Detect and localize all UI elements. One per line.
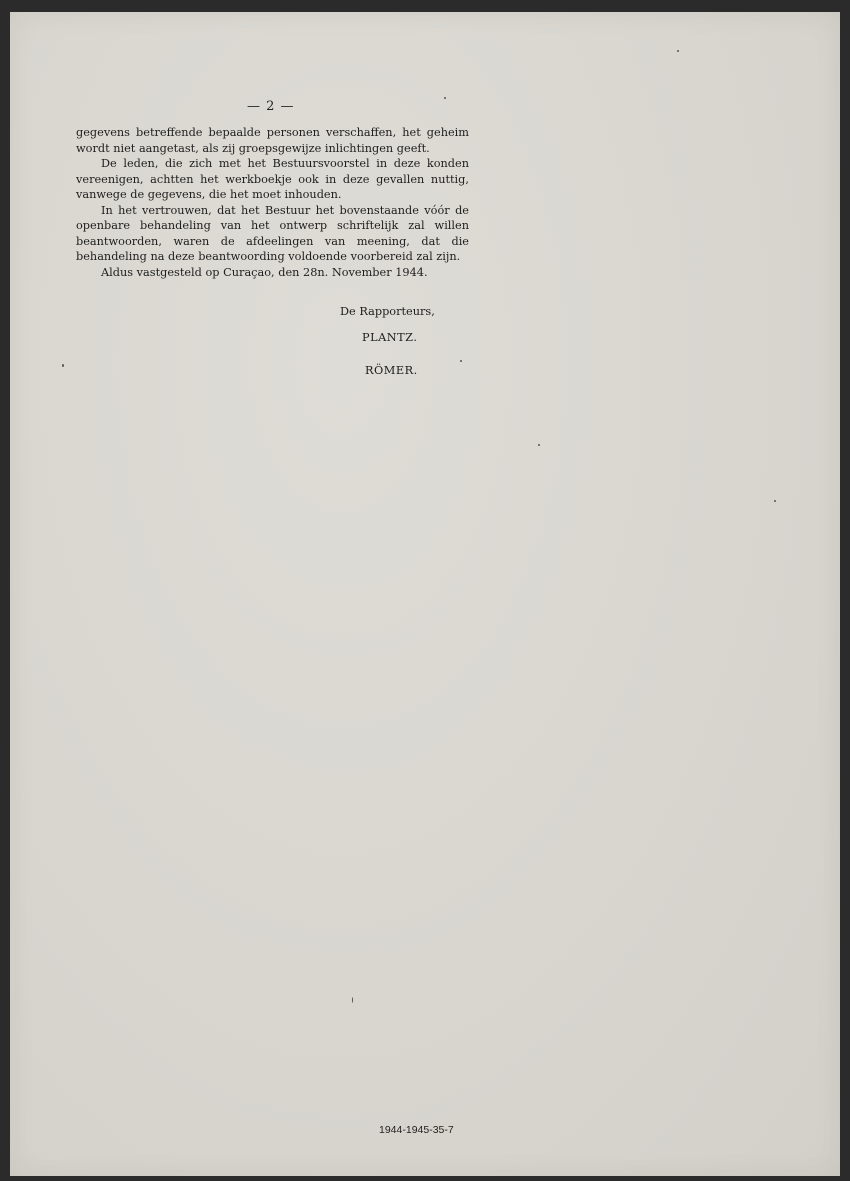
paragraph: In het vertrouwen, dat het Bestuur het bovenstaande vóór de openbare behandeling van het ontwerp schriftelijk zal willen beantwoorden, waren de afdeelingen van meening, dat die behandeling na deze beantwoording voldoende voorbereid zal zijn. [76,203,469,263]
paragraph: De leden, die zich met het Bestuursvoorstel in deze konden vereenigen, achtten het werkboekje ook in deze gevallen nuttig, vanwege de gegevens, die het moet inhouden. [76,157,469,201]
signatory-name: PLANTZ. [362,331,418,344]
body-text [76,125,469,280]
paper-speck [352,997,353,1003]
document-page [10,12,840,1176]
paper-speck [460,360,462,362]
document-reference: 1944-1945-35-7 [379,1124,454,1136]
paragraph: Aldus vastgesteld op Curaçao, den 28n. November 1944. [101,265,428,279]
paper-speck [774,500,776,502]
signatory-name: RÖMER. [365,364,418,377]
paper-speck [62,364,64,367]
page-number: — 2 — [247,99,295,114]
signature-title: De Rapporteurs, [340,305,435,318]
paper-speck [538,444,540,446]
paper-speck [444,97,446,99]
paper-speck [677,50,679,52]
paragraph: gegevens betreffende bepaalde personen verschaffen, het geheim wordt niet aangetast, als zij groepsgewijze inlichtingen geeft. [76,126,469,155]
